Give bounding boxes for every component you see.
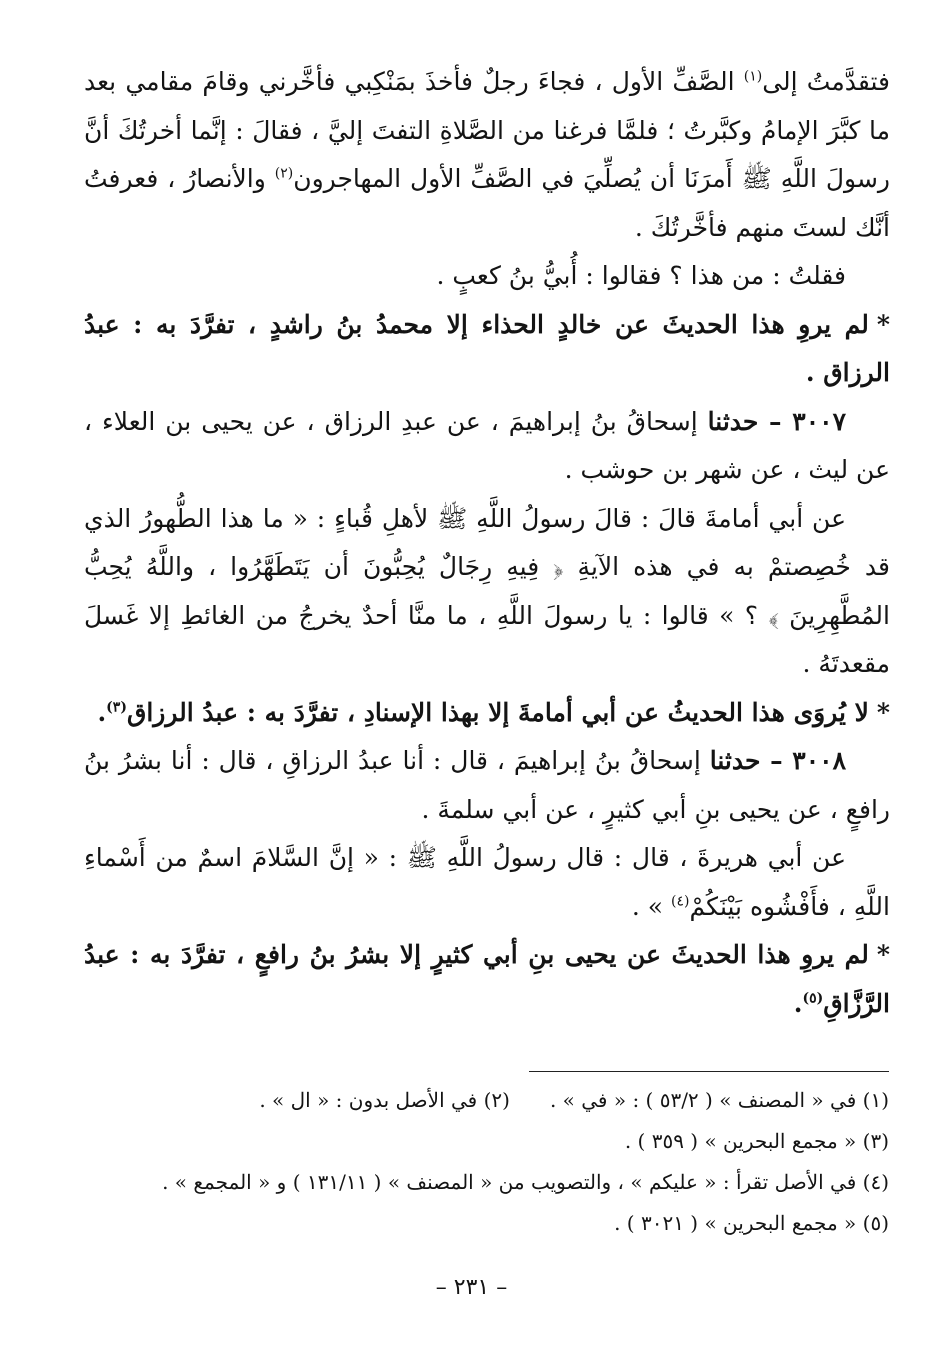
hadith-matn-3007: عن أبي أمامةَ قالَ : قالَ رسولُ اللَّهِ ﷺ لأهلِ قُباءٍ : « ما هذا الطُّهورُ الذي قد خُصِصتمْ به في هذه الآيةِ ﴿ فِيهِ رِجَالٌ يُحِبُّونَ أن يَتَطَهَّرُوا ، واللَّهُ يُحِبُّ المُطَّهِرِينَ ﴾ ؟ » قالوا : يا رسولَ اللَّهِ ، ما منَّا أحدٌ يخرجُ من الغائطِ إلا غَسلَ مقعدتَهُ .: [84, 503, 890, 678]
footnote-text: في الأصل بدون : « ال » .: [259, 1088, 478, 1112]
comment-end: .: [793, 988, 803, 1018]
star-marker: *: [876, 940, 890, 969]
page-number: – ٢٣١ –: [435, 1275, 508, 1300]
hadith-number: ٣٠٠٨ – حدثنا: [709, 746, 847, 775]
comment-end: .: [97, 697, 107, 727]
hadith-isnad-3008: [84, 737, 890, 834]
paragraph-continuation: [84, 58, 890, 252]
footnote-ref[interactable]: (٢): [274, 165, 294, 182]
comment-text: لم يروِ هذا الحديثَ عن يحيى بنِ أبي كثيرٍ إلا بشرُ بنُ رافعٍ ، تفرَّدَ به : عبدُ الرَّزَّاقِ: [84, 940, 890, 1018]
paragraph-dialogue: فقلتُ : من هذا ؟ فقالوا : أُبيُّ بنُ كعبٍ .: [436, 261, 846, 290]
footnote-text: « مجمع البحرين » ( ٣٥٩ ) .: [624, 1129, 857, 1153]
matn-end: » .: [631, 891, 672, 921]
footnote-ref[interactable]: (١): [743, 68, 763, 85]
footnote-ref[interactable]: (٤): [671, 893, 690, 910]
footnote-divider: [529, 1071, 889, 1072]
footnote-number: (٢): [483, 1088, 510, 1112]
footnote-number: (٣): [862, 1129, 889, 1153]
footnote-line: [83, 1080, 889, 1121]
footnote-number: (٤): [862, 1170, 889, 1194]
hadith-number: ٣٠٠٧ – حدثنا: [707, 406, 846, 436]
star-marker: *: [876, 309, 890, 339]
footnote-text: في « المصنف » ( ٥٣/٢ ) : « في » .: [549, 1088, 857, 1112]
footnote-ref[interactable]: (٣): [106, 699, 127, 716]
text-segment: الصَّفِّ الأول ، فجاءَ رجلٌ فأخذَ بمَنْكِبي فأخَّرني وقامَ مقامي بعد ما كبَّرَ الإمامُ وكبَّرتُ ؛ فلمَّا فرغنا من الصَّلاةِ التفتَ إليَّ ، فقالَ : إنَّما أخرتُكَ أنَّ رسولَ اللَّهِ ﷺ أَمرَنَا أن يُصلِّيَ في الصَّفِّ الأول المهاجرون: [84, 67, 890, 193]
footnote-text: في الأصل تقرأ : « عليكم » ، والتصويب من « المصنف » ( ١٣١/١١ ) و « المجمع » .: [162, 1170, 857, 1194]
star-marker: *: [876, 697, 890, 727]
isnad-text: إسحاقُ بنُ إبراهيمَ ، عن عبدِ الرزاق ، عن يحيى بن العلاء ، عن ليث ، عن شهر بن حوشب .: [84, 406, 890, 484]
footnote-text: « مجمع البحرين » ( ٣٠٢١ ) .: [614, 1211, 857, 1235]
text-segment: فتقدَّمتُ إلى: [762, 67, 890, 96]
hadith-comment: [84, 931, 890, 1028]
footnotes: [83, 1080, 889, 1244]
footnote-line: [83, 1203, 889, 1244]
text-segment: والأنصارُ ، فعرفتُ أنَّك لستَ منهم فأخَّرتُكَ .: [84, 164, 890, 242]
hadith-isnad-3007: [84, 398, 890, 495]
isnad-text: إسحاقُ بنُ إبراهيمَ ، قال : أنا عبدُ الرزاقِ ، قال : أنا بشرُ بنُ رافعٍ ، عن يحيى بنِ أبي كثيرٍ ، عن أبي سلمةَ .: [84, 746, 890, 824]
footnote-number: (٥): [862, 1211, 889, 1235]
matn-text: عن أبي هريرةَ ، قال : قال رسولُ اللَّهِ ﷺ : « إنَّ السَّلامَ اسمٌ من أَسْماءِ اللَّهِ ، فأَفْشُوه بَيْنَكُمْ: [84, 843, 890, 921]
footnote-ref[interactable]: (٥): [802, 990, 824, 1007]
comment-text: لا يُروَى هذا الحديثُ عن أبي أمامةَ إلا بهذا الإسنادِ ، تفرَّدَ به : عبدُ الرزاق: [126, 697, 869, 727]
footnote-line: [83, 1121, 889, 1162]
footnote-number: (١): [862, 1088, 889, 1112]
hadith-comment: [84, 689, 890, 738]
hadith-matn-3008: [84, 834, 890, 931]
comment-text: لم يروِ هذا الحديثَ عن خالدٍ الحذاء إلا محمدُ بنُ راشدٍ ، تفرَّدَ به : عبدُ الرزاق .: [84, 309, 890, 387]
page-body: [84, 58, 890, 1028]
footnote-line: [83, 1162, 889, 1203]
hadith-comment: [84, 301, 890, 398]
